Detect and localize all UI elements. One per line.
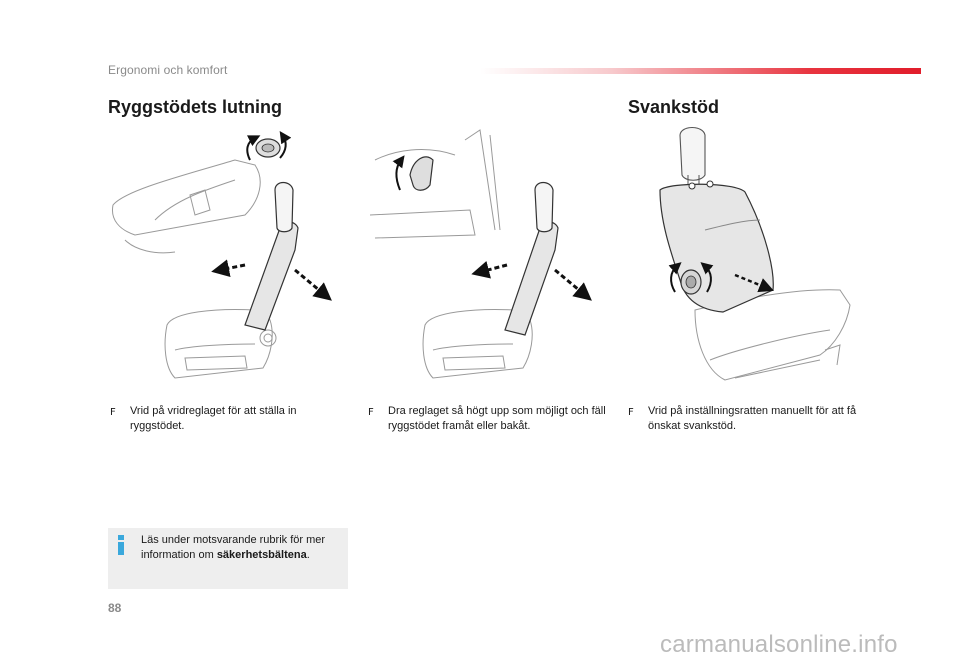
seat-illustration-knob (112, 160, 276, 378)
instruction-text: Vrid på vridreglaget för att ställa in ryggstödet. (130, 405, 297, 432)
bullet-mark: F (628, 407, 634, 418)
seat-illustrations (95, 120, 875, 395)
page-number: 88 (108, 601, 122, 615)
bullet-mark: F (368, 407, 374, 418)
info-icon (116, 535, 126, 555)
seat-illustration-lever (370, 130, 532, 378)
instruction-text: Vrid på inställningsratten manuellt för att få önskat svankstöd. (648, 405, 857, 432)
info-text-bold: säkerhetsbältena (216, 549, 307, 561)
bullet-mark: F (110, 407, 116, 418)
info-note (108, 528, 348, 589)
header-accent-line (480, 68, 921, 74)
info-text-after: . (306, 549, 310, 561)
title-lumbar-support: Svankstöd (628, 97, 720, 117)
seat-illustration-lumbar-back (660, 128, 773, 313)
watermark: carmanualsonline.info (660, 631, 898, 658)
title-backrest-angle: Ryggstödets lutning (108, 97, 282, 117)
instruction-text: Dra reglaget så högt upp som möjligt och fäll ryggstödet framåt eller bakåt. (388, 405, 606, 432)
seat-illustration-knob-back (220, 136, 325, 330)
info-text (141, 533, 341, 563)
section-header: Ergonomi och komfort (108, 63, 228, 77)
seat-illustration-lever-back (396, 157, 585, 335)
info-text-before: Läs under motsvarande rubrik för mer information om (141, 534, 326, 561)
